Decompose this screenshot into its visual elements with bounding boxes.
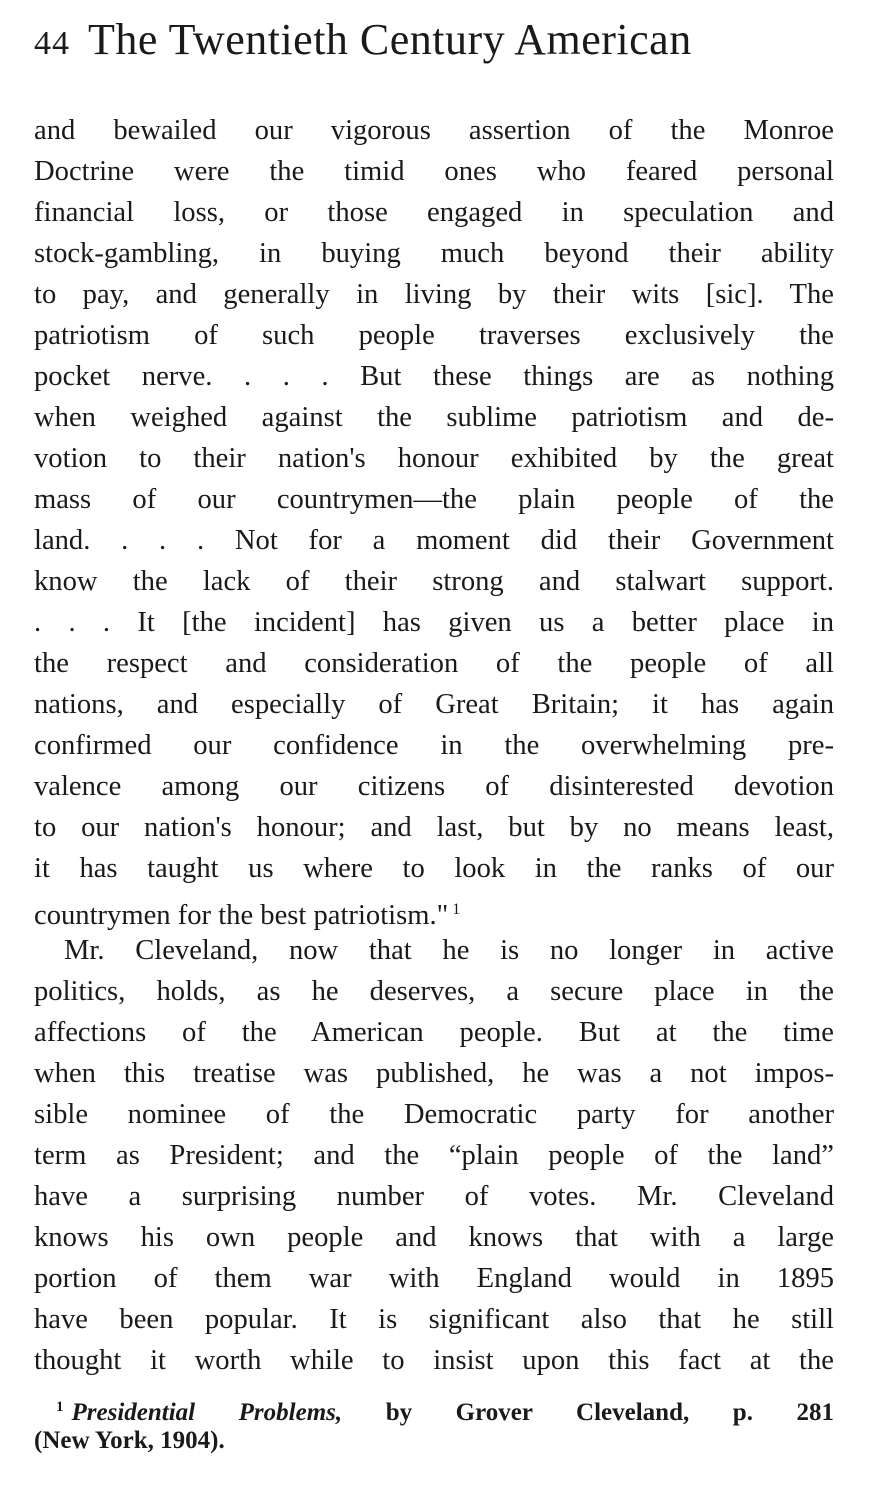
- text-line: patriotism of such people traverses exclusively the: [34, 320, 834, 351]
- footnote-book-title: Presidential Problems,: [71, 1399, 343, 1426]
- footnote-citation: by Grover Cleveland, p. 281: [385, 1399, 835, 1426]
- text-line: countrymen for the best patriotism.": [34, 900, 449, 931]
- running-head: The Twentieth Century American: [88, 15, 692, 64]
- text-line: stock-gambling, in buying much beyond their ability: [34, 238, 834, 269]
- text-line: when weighed against the sublime patriotism and de-: [34, 402, 834, 433]
- text-line: financial loss, or those engaged in speculation and: [34, 197, 834, 228]
- page-header: [34, 14, 834, 74]
- text-line: politics, holds, as he deserves, a secure place in the: [34, 976, 834, 1007]
- text-line: valence among our citizens of disinterested devotion: [34, 771, 834, 802]
- body-text: [34, 110, 834, 1381]
- text-line: and bewailed our vigorous assertion of the Monroe: [34, 115, 834, 146]
- text-line: pocket nerve. . . . But these things are as nothing: [34, 361, 834, 392]
- text-line: term as President; and the “plain people of the land”: [34, 1140, 834, 1171]
- text-line: knows his own people and knows that with a large: [34, 1222, 834, 1253]
- text-line: . . . It [the incident] has given us a better place in: [34, 607, 834, 638]
- text-line: nations, and especially of Great Britain; it has again: [34, 689, 834, 720]
- footnote: [34, 1390, 834, 1458]
- page-number: 44: [34, 25, 70, 62]
- text-line: land. . . . Not for a moment did their Government: [34, 525, 834, 556]
- text-line: mass of our countrymen—the plain people of the: [34, 484, 834, 515]
- text-line: Doctrine were the timid ones who feared personal: [34, 156, 834, 187]
- text-line-with-footnote: [34, 889, 834, 930]
- text-line: have a surprising number of votes. Mr. Cleveland: [34, 1181, 834, 1212]
- text-line: to our nation's honour; and last, but by no means least,: [34, 812, 834, 843]
- footnote-reference: 1: [452, 901, 461, 918]
- paragraph-first-line: Mr. Cleveland, now that he is no longer in active: [64, 935, 834, 966]
- text-line: the respect and consideration of the people of all: [34, 648, 834, 679]
- text-line: portion of them war with England would in 1895: [34, 1263, 834, 1294]
- footnote-line: [34, 1390, 834, 1424]
- text-line: to pay, and generally in living by their wits [sic]. The: [34, 279, 834, 310]
- text-line: confirmed our confidence in the overwhelming pre-: [34, 730, 834, 761]
- text-line: have been popular. It is significant also that he still: [34, 1304, 834, 1335]
- text-line: it has taught us where to look in the ranks of our: [34, 853, 834, 884]
- text-line: when this treatise was published, he was a not impos-: [34, 1058, 834, 1089]
- footnote-marker: 1: [56, 1399, 64, 1415]
- text-line: sible nominee of the Democratic party for another: [34, 1099, 834, 1130]
- footnote-line: (New York, 1904).: [34, 1427, 225, 1454]
- text-line: know the lack of their strong and stalwart support.: [34, 566, 834, 597]
- text-line: votion to their nation's honour exhibited by the great: [34, 443, 834, 474]
- text-line: affections of the American people. But at the time: [34, 1017, 834, 1048]
- text-line: thought it worth while to insist upon this fact at the: [34, 1345, 834, 1376]
